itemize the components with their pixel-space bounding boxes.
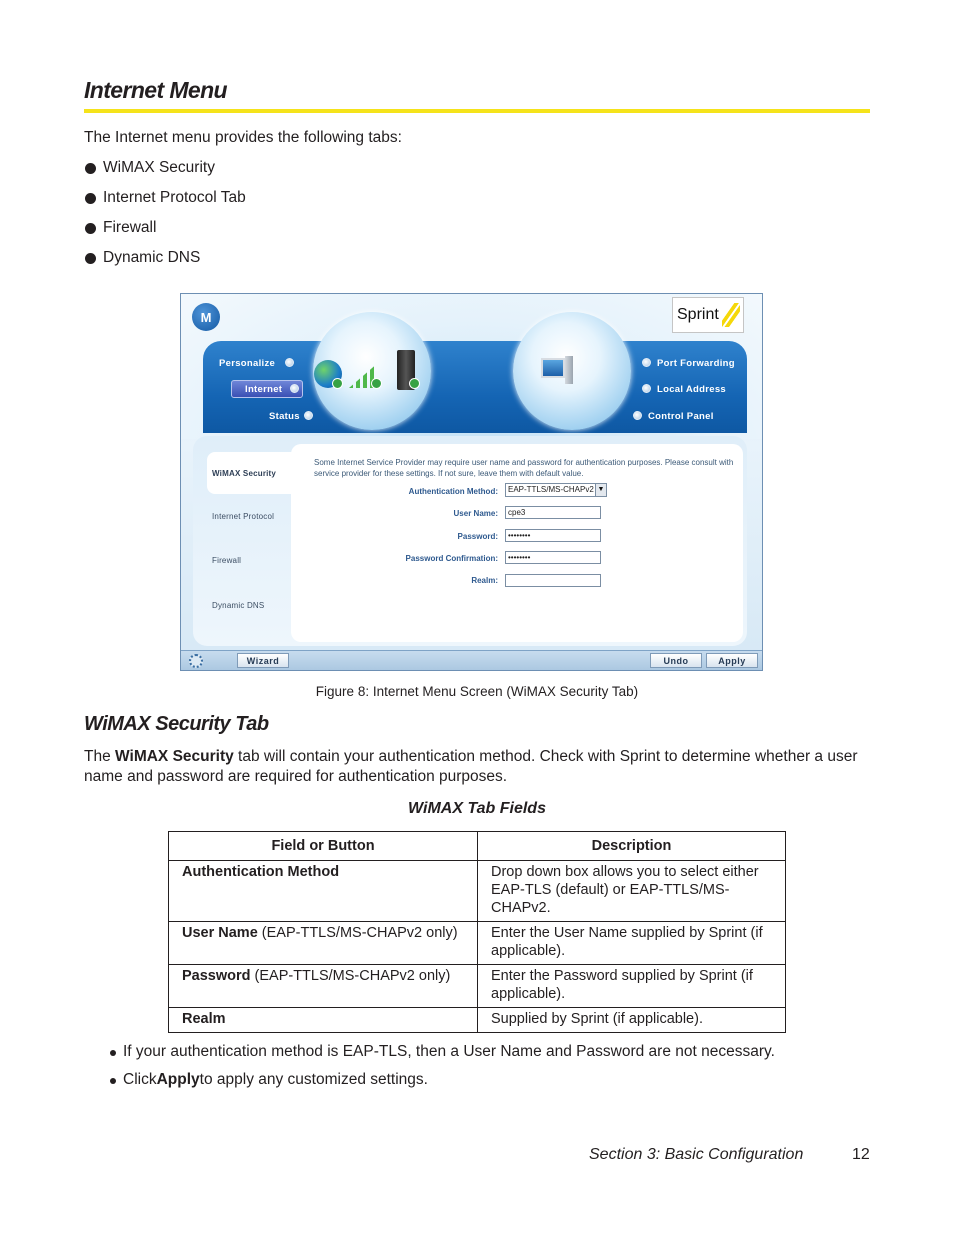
bullet-item: Dynamic DNS: [84, 249, 246, 279]
wizard-button[interactable]: Wizard: [237, 653, 289, 668]
check-icon: [332, 378, 343, 389]
chevron-down-icon[interactable]: ▼: [595, 484, 606, 496]
bullet-icon: [110, 1050, 116, 1056]
password-confirm-input[interactable]: ••••••••: [505, 551, 601, 564]
radio-icon[interactable]: [285, 358, 294, 367]
bullet-icon: [85, 163, 96, 174]
sprint-swoosh-icon: [722, 303, 740, 327]
note-item: Click Apply to apply any customized settings.: [110, 1071, 775, 1099]
nav-port-forwarding[interactable]: Port Forwarding: [657, 358, 735, 369]
bullet-icon: [85, 223, 96, 234]
nav-personalize[interactable]: Personalize: [219, 358, 276, 369]
password-label: Password:: [457, 532, 498, 541]
section-paragraph: The WiMAX Security tab will contain your authentication method. Check with Sprint to determine whether a user name and password are required for authentication purposes.: [84, 748, 858, 785]
table-cell-field: Authentication Method: [169, 861, 478, 922]
radio-icon[interactable]: [304, 411, 313, 420]
internet-menu-screenshot: [180, 293, 763, 671]
radio-icon[interactable]: [633, 411, 642, 420]
gear-icon[interactable]: [189, 654, 203, 668]
user-name-input[interactable]: cpe3: [505, 506, 601, 519]
bullet-icon: [110, 1078, 116, 1084]
side-tab-dynamic-dns[interactable]: Dynamic DNS: [212, 601, 265, 610]
bullet-icon: [85, 193, 96, 204]
side-tab-wimax-security[interactable]: WiMAX Security: [207, 452, 293, 494]
table-cell-description: Supplied by Sprint (if applicable).: [478, 1008, 786, 1033]
section-title: WiMAX Security Tab: [84, 713, 269, 735]
page-title: Internet Menu: [84, 77, 227, 103]
table-cell-field: User Name (EAP-TTLS/MS-CHAPv2 only): [169, 922, 478, 965]
radio-icon[interactable]: [642, 358, 651, 367]
note-item: If your authentication method is EAP-TLS, then a User Name and Password are not necessary.: [110, 1043, 775, 1071]
table-row: [169, 922, 786, 965]
table-row: [169, 861, 786, 922]
page-number: 12: [852, 1146, 870, 1163]
table-row: [169, 965, 786, 1008]
tabs-bullet-list: [84, 159, 246, 279]
sprint-logo: Sprint: [672, 297, 744, 333]
form-intro-text: Some Internet Service Provider may require user name and password for authentication purposes. Please consult with service provider for these settings. If not sure, leave them with default value.: [314, 458, 734, 478]
table-row: [169, 1008, 786, 1033]
realm-label: Realm:: [471, 576, 498, 585]
table-cell-description: Enter the User Name supplied by Sprint (if applicable).: [478, 922, 786, 965]
table-cell-field: Password (EAP-TTLS/MS-CHAPv2 only): [169, 965, 478, 1008]
side-tab-firewall[interactable]: Firewall: [212, 556, 242, 565]
check-icon: [371, 378, 382, 389]
auth-method-select[interactable]: EAP-TTLS/MS-CHAPv2 ▼: [505, 483, 607, 497]
fields-table: [168, 831, 786, 1033]
undo-button[interactable]: Undo: [650, 653, 702, 668]
intro-text: The Internet menu provides the following tabs:: [84, 129, 402, 146]
bullet-item: WiMAX Security: [84, 159, 246, 189]
table-cell-description: Enter the Password supplied by Sprint (if applicable).: [478, 965, 786, 1008]
user-name-label: User Name:: [453, 509, 498, 518]
figure-caption: Figure 8: Internet Menu Screen (WiMAX Security Tab): [315, 684, 639, 699]
bullet-item: Internet Protocol Tab: [84, 189, 246, 219]
nav-control-panel[interactable]: Control Panel: [648, 411, 714, 422]
table-header-row: [169, 832, 786, 861]
bullet-icon: [85, 253, 96, 264]
title-rule: [84, 109, 870, 113]
side-tab-internet-protocol[interactable]: Internet Protocol: [212, 512, 275, 521]
motorola-logo-icon: M: [192, 303, 220, 331]
pc-tower-icon: [565, 356, 573, 384]
password-input[interactable]: ••••••••: [505, 529, 601, 542]
table-header: Field or Button: [169, 832, 478, 861]
auth-method-label: Authentication Method:: [408, 487, 498, 496]
table-cell-description: Drop down box allows you to select either EAP-TLS (default) or EAP-TTLS/MS-CHAPv2.: [478, 861, 786, 922]
realm-input[interactable]: [505, 574, 601, 587]
apply-button[interactable]: Apply: [706, 653, 758, 668]
radio-icon[interactable]: [290, 384, 299, 393]
radio-icon[interactable]: [642, 384, 651, 393]
table-title: WiMAX Tab Fields: [408, 800, 546, 817]
bullet-item: Firewall: [84, 219, 246, 249]
notes-list: [110, 1043, 775, 1099]
password-confirm-label: Password Confirmation:: [405, 554, 498, 563]
table-cell-field: Realm: [169, 1008, 478, 1033]
footer-section: Section 3: Basic Configuration: [589, 1146, 804, 1163]
nav-status[interactable]: Status: [269, 411, 300, 422]
nav-internet[interactable]: Internet: [245, 384, 283, 395]
nav-local-address[interactable]: Local Address: [657, 384, 727, 395]
table-header: Description: [478, 832, 786, 861]
computer-icon: [541, 358, 565, 378]
check-icon: [409, 378, 420, 389]
